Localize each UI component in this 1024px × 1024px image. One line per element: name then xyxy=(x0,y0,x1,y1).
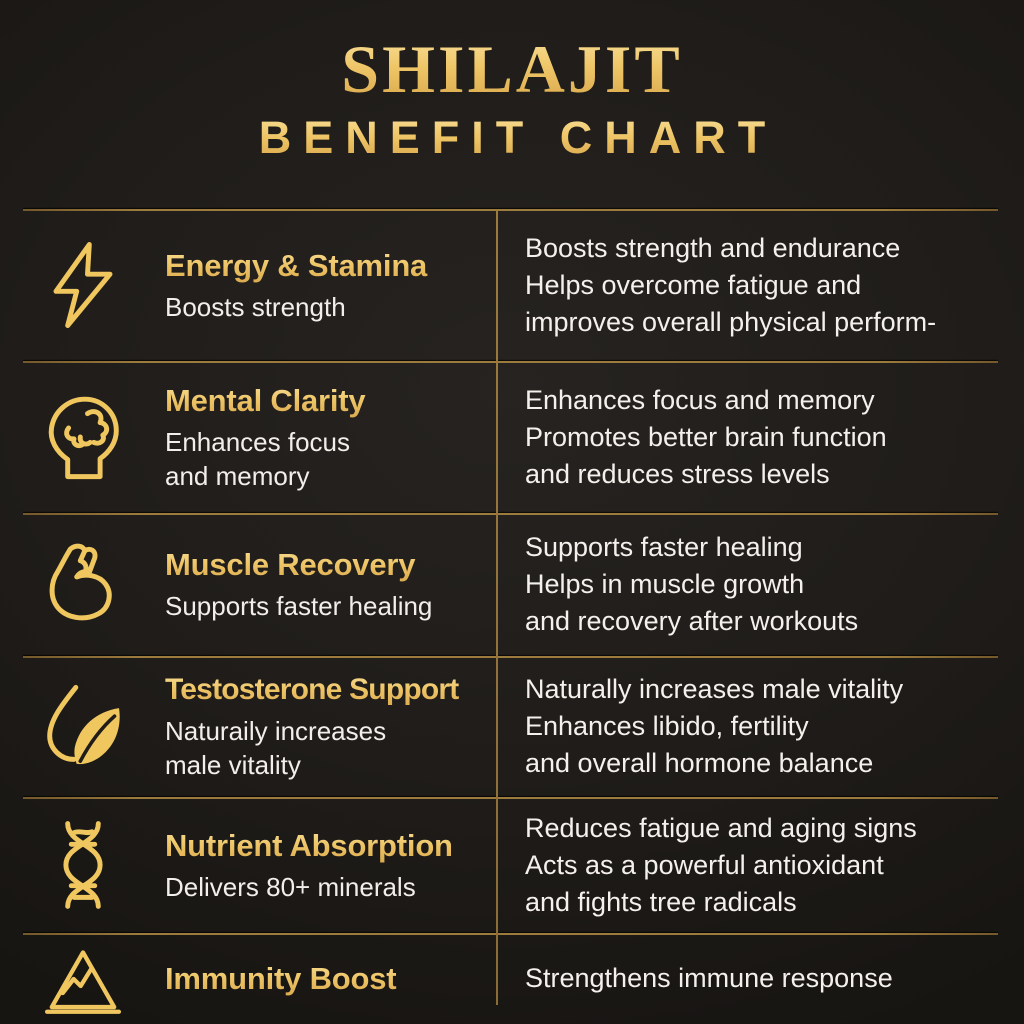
benefit-name-cell xyxy=(165,546,497,623)
icon-cell xyxy=(0,540,165,630)
icon-cell xyxy=(0,940,165,1018)
icon-cell xyxy=(0,392,165,482)
benefit-row-muscle xyxy=(0,513,1024,656)
poster-title: SHILAJIT xyxy=(0,34,1024,105)
bicep-icon xyxy=(38,540,128,630)
mountain-icon xyxy=(44,940,122,1018)
benefit-name: Muscle Recovery xyxy=(165,546,489,584)
benefit-row-nutrient xyxy=(0,797,1024,933)
benefit-details: Boosts strength and endurance Helps overcome fatigue and improves overall physical perform- xyxy=(525,232,937,337)
benefit-details: Reduces fatigue and aging signs Acts as a powerful antioxidant and fights tree radicals xyxy=(525,812,917,917)
benefit-name-cell xyxy=(165,247,497,324)
benefit-details: Naturally increases male vitality Enhances libido, fertility and overall hormone balance xyxy=(525,674,904,778)
benefit-name: Energy & Stamina xyxy=(165,247,489,285)
benefit-row-immunity xyxy=(0,933,1024,1024)
benefit-name-cell xyxy=(165,827,497,904)
benefit-details: Strengthens immune response xyxy=(525,963,893,993)
benefit-name: Nutrient Absorption xyxy=(165,827,489,865)
benefit-summary: Boosts strength xyxy=(165,291,346,322)
benefit-name: Immunity Boost xyxy=(165,960,489,998)
icon-cell xyxy=(0,820,165,910)
lightning-icon xyxy=(38,240,128,330)
benefit-summary: Delivers 80+ minerals xyxy=(165,871,416,902)
benefit-summary: Enhances focus and memory xyxy=(165,426,351,491)
benefit-table xyxy=(0,209,1024,1024)
benefit-details: Enhances focus and memory Promotes better brain function and reduces stress levels xyxy=(525,384,887,489)
benefit-name-cell xyxy=(165,382,497,493)
dna-icon xyxy=(38,820,128,910)
benefit-row-testosterone xyxy=(0,656,1024,797)
icon-cell xyxy=(0,240,165,330)
poster-header xyxy=(0,31,1024,164)
benefit-row-mental xyxy=(0,361,1024,513)
poster-subtitle: BENEFIT CHART xyxy=(0,113,1024,163)
benefit-summary: Supports faster healing xyxy=(165,591,433,621)
leaf-drop-icon xyxy=(38,682,128,772)
benefit-name-cell xyxy=(165,960,497,998)
benefit-details: Supports faster healing Helps in muscle growth and recovery after workouts xyxy=(525,532,859,636)
benefit-name: Mental Clarity xyxy=(165,382,489,420)
brain-head-icon xyxy=(38,392,128,482)
benefit-name: Testosterone Support xyxy=(165,671,489,709)
icon-cell xyxy=(0,682,165,772)
benefit-name-cell xyxy=(165,671,497,782)
benefit-row-energy xyxy=(0,209,1024,361)
benefit-summary: Naturaily increases male vitality xyxy=(165,716,387,780)
